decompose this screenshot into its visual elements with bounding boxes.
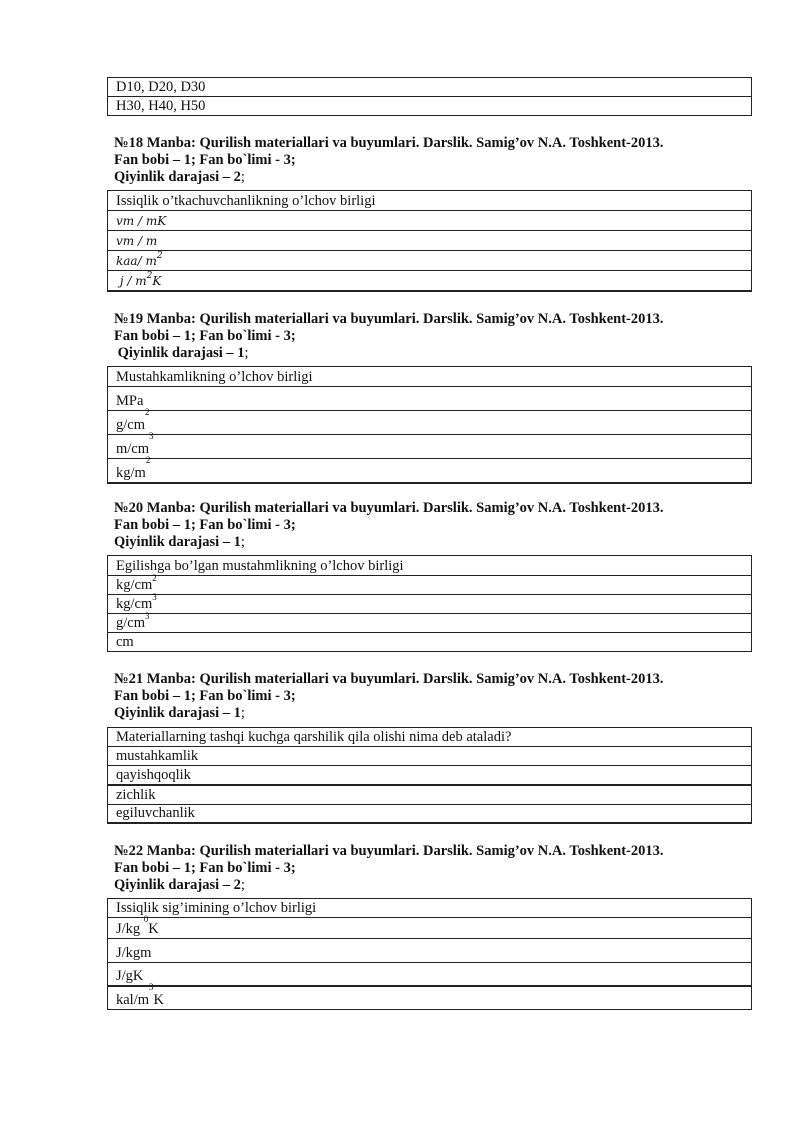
question-text: Egilishga bo’lgan mustahmlikning o’lchov birligi — [116, 558, 404, 574]
answer-text: vm / mK — [116, 214, 167, 228]
answer-base: kg/m — [116, 465, 146, 481]
answer-text: qayishqoqlik — [116, 767, 191, 783]
answer-base: kg/cm — [116, 596, 153, 612]
semicolon: ; — [240, 169, 245, 185]
answer-text — [116, 573, 157, 593]
answer-sup: 3 — [145, 611, 150, 622]
source-line: №18 Manba: Qurilish materiallari va buyumlari. Darslik. Samig’ov N.A. Toshkent-2013. — [114, 135, 664, 151]
source-line: №22 Manba: Qurilish materiallari va buyumlari. Darslik. Samig’ov N.A. Toshkent-2013. — [114, 843, 664, 859]
answer-sup: 3 — [149, 982, 154, 993]
answer-base: g/cm — [116, 615, 145, 631]
semicolon: ; — [240, 877, 245, 893]
answer-base: kg/cm — [116, 577, 153, 593]
difficulty-line — [114, 169, 664, 186]
question-18-table — [107, 190, 752, 292]
semicolon: ; — [240, 705, 245, 721]
answer-row — [108, 387, 751, 411]
answer-sup: 3 — [152, 592, 157, 603]
answer-text — [116, 455, 151, 481]
answer-row — [108, 747, 751, 766]
question-21-table — [107, 727, 752, 824]
answer-text: zichlik — [116, 787, 156, 803]
answer-text — [116, 982, 165, 1008]
answer-table-top — [107, 77, 752, 116]
answer-text: cm — [116, 634, 134, 650]
question-18-header — [114, 135, 664, 186]
answer-row — [108, 592, 751, 614]
answer-row — [108, 805, 751, 824]
answer-row — [108, 939, 751, 963]
difficulty-line — [114, 534, 664, 551]
question-19-header — [114, 311, 664, 362]
section-line: Fan bobi – 1; Fan bo`limi - 3; — [114, 517, 296, 533]
question-21-header — [114, 671, 664, 722]
question-row — [108, 899, 751, 918]
answer-base: m/cm — [116, 441, 150, 457]
question-22-table — [107, 898, 752, 1010]
answer-base: J/kg — [116, 921, 144, 937]
answer-sup: 2 — [145, 407, 150, 418]
answer-tail: K — [153, 992, 165, 1008]
answer-text: J/kgm — [116, 945, 152, 961]
difficulty-label: Qiyinlik darajasi – 2 — [114, 169, 241, 185]
answer-text — [116, 914, 159, 937]
answer-row — [108, 251, 751, 271]
answer-row — [108, 573, 751, 595]
answer-text — [116, 253, 163, 269]
difficulty-label: Qiyinlik darajasi – 2 — [114, 877, 241, 893]
answer-base: g/cm — [116, 417, 145, 433]
answer-sup: 2 — [152, 573, 157, 584]
answer-text: MPa — [116, 393, 144, 409]
question-19-table — [107, 366, 752, 484]
answer-sup: 2 — [156, 251, 163, 261]
question-row — [108, 728, 751, 747]
answer-row — [108, 982, 751, 1010]
difficulty-line — [114, 877, 664, 894]
answer-row — [108, 914, 751, 939]
answer-row — [108, 766, 751, 786]
answer-text: D10, D20, D30 — [116, 79, 206, 95]
semicolon: ; — [244, 345, 249, 361]
question-20-table — [107, 555, 752, 652]
question-row — [108, 191, 751, 211]
answer-row — [108, 611, 751, 633]
answer-row — [108, 455, 751, 484]
difficulty-line — [114, 705, 664, 722]
semicolon: ; — [240, 534, 245, 550]
question-text: Materiallarning tashqi kuchga qarshilik qila olishi nima deb ataladi? — [116, 729, 512, 745]
answer-sup: 3 — [149, 431, 154, 442]
question-row — [108, 556, 751, 576]
section-line: Fan bobi – 1; Fan bo`limi - 3; — [114, 152, 296, 168]
question-text: Issiqlik sig’imining o’lchov birligi — [116, 900, 317, 916]
answer-row — [108, 786, 751, 805]
answer-sup: 0 — [143, 914, 149, 925]
answer-sup: 2 — [145, 455, 151, 466]
difficulty-line — [114, 345, 664, 362]
answer-base: kal/m — [116, 992, 150, 1008]
answer-text — [116, 592, 157, 612]
source-line: №19 Manba: Qurilish materiallari va buyumlari. Darslik. Samig’ov N.A. Toshkent-2013. — [114, 311, 664, 327]
answer-sup: 2 — [146, 271, 153, 281]
answer-tail: K — [152, 274, 162, 288]
table-row — [108, 78, 751, 97]
answer-row — [108, 211, 751, 231]
answer-row — [108, 431, 751, 459]
answer-row — [108, 271, 751, 292]
section-line: Fan bobi – 1; Fan bo`limi - 3; — [114, 688, 296, 704]
question-text: Issiqlik o’tkachuvchanlikning o’lchov birligi — [116, 193, 376, 209]
question-22-header — [114, 843, 664, 894]
difficulty-label: Qiyinlik darajasi – 1 — [114, 345, 245, 361]
answer-row — [108, 963, 751, 987]
section-line: Fan bobi – 1; Fan bo`limi - 3; — [114, 860, 296, 876]
question-20-header — [114, 500, 664, 551]
question-text: Mustahkamlikning o’lchov birligi — [116, 369, 313, 385]
answer-text: egiluvchanlik — [116, 805, 195, 821]
question-row — [108, 367, 751, 387]
table-row — [108, 97, 751, 116]
answer-text — [116, 611, 150, 631]
answer-text: J/gK — [116, 968, 144, 984]
answer-row — [108, 407, 751, 435]
answer-row — [108, 633, 751, 652]
answer-text — [116, 407, 150, 433]
section-line: Fan bobi – 1; Fan bo`limi - 3; — [114, 328, 296, 344]
answer-text: H30, H40, H50 — [116, 98, 206, 114]
difficulty-label: Qiyinlik darajasi – 1 — [114, 534, 241, 550]
difficulty-label: Qiyinlik darajasi – 1 — [114, 705, 241, 721]
answer-text: vm / m — [116, 234, 158, 248]
answer-base: j / m — [119, 274, 147, 288]
source-line: №21 Manba: Qurilish materiallari va buyumlari. Darslik. Samig’ov N.A. Toshkent-2013. — [114, 671, 664, 687]
answer-base: kaa/ m — [116, 254, 157, 268]
answer-text — [116, 273, 161, 289]
source-line: №20 Manba: Qurilish materiallari va buyumlari. Darslik. Samig’ov N.A. Toshkent-2013. — [114, 500, 664, 516]
answer-tail: K — [148, 921, 159, 937]
answer-row — [108, 231, 751, 251]
answer-text: mustahkamlik — [116, 748, 199, 764]
